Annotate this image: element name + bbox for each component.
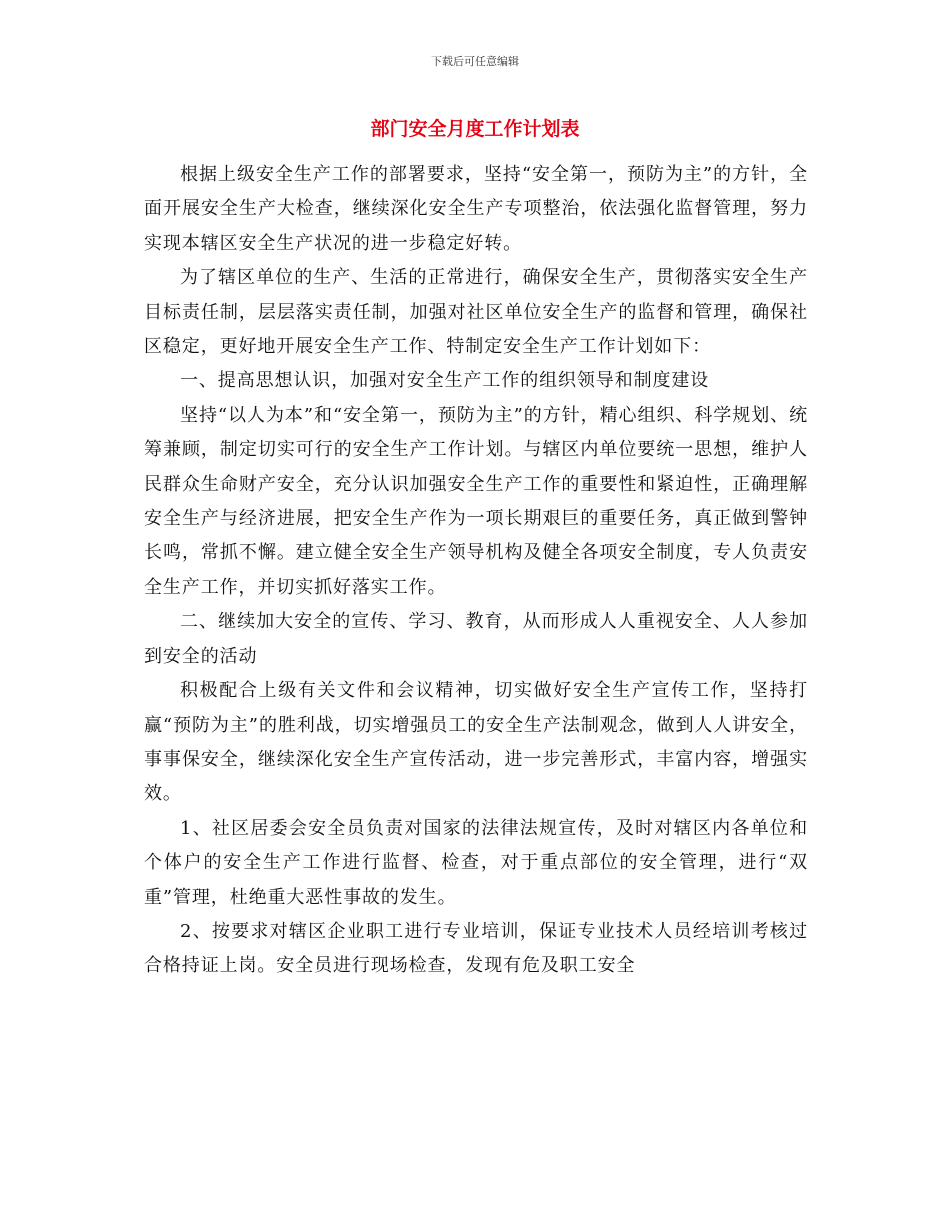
- list-item-2: 2、按要求对辖区企业职工进行专业培训，保证专业技术人员经培训考核过合格持证上岗。安全员进行现场检查，发现有危及职工安全: [144, 920, 808, 977]
- document-body: [144, 158, 808, 984]
- document-title: 部门安全月度工作计划表: [370, 118, 580, 140]
- paragraph-section-1: 坚持“以人为本”和“安全第一，预防为主”的方针，精心组织、科学规划、统筹兼顾，制定切实可行的安全生产工作计划。与辖区内单位要统一思想，维护人民群众生命财产安全，充分认识加强安全生产工作的重要性和紧迫性，正确理解安全生产与经济进展，把安全生产作为一项长期艰巨的重要任务，真正做到警钟长鸣，常抓不懈。建立健全安全生产领导机构及健全各项安全制度，专人负责安全生产工作，并切实抓好落实工作。: [144, 404, 808, 598]
- list-item-1: 1、社区居委会安全员负责对国家的法律法规宣传，及时对辖区内各单位和个体户的安全生产工作进行监督、检查，对于重点部位的安全管理，进行“双重”管理，杜绝重大恶性事故的发生。: [144, 817, 808, 908]
- paragraph-intro: 根据上级安全生产工作的部署要求，坚持“安全第一，预防为主”的方针，全面开展安全生产大检查，继续深化安全生产专项整治，依法强化监督管理，努力实现本辖区安全生产状况的进一步稳定好转。: [144, 164, 808, 254]
- paragraph-section-2: 积极配合上级有关文件和会议精神，切实做好安全生产宣传工作，坚持打赢“预防为主”的胜利战，切实增强员工的安全生产法制观念，做到人人讲安全，事事保安全，继续深化安全生产宣传活动，进一步完善形式，丰富内容，增强实效。: [144, 680, 808, 805]
- header-note: 下载后可任意编辑: [431, 55, 519, 68]
- paragraph-purpose: 为了辖区单位的生产、生活的正常进行，确保安全生产，贯彻落实安全生产目标责任制，层层落实责任制，加强对社区单位安全生产的监督和管理，确保社区稳定，更好地开展安全生产工作、特制定安全生产工作计划如下：: [144, 267, 808, 358]
- section-heading-1: 一、提高思想认识，加强对安全生产工作的组织领导和制度建设: [180, 370, 710, 392]
- section-heading-2: 二、继续加大安全的宣传、学习、教育，从而形成人人重视安全、人人参加到安全的活动: [144, 611, 808, 667]
